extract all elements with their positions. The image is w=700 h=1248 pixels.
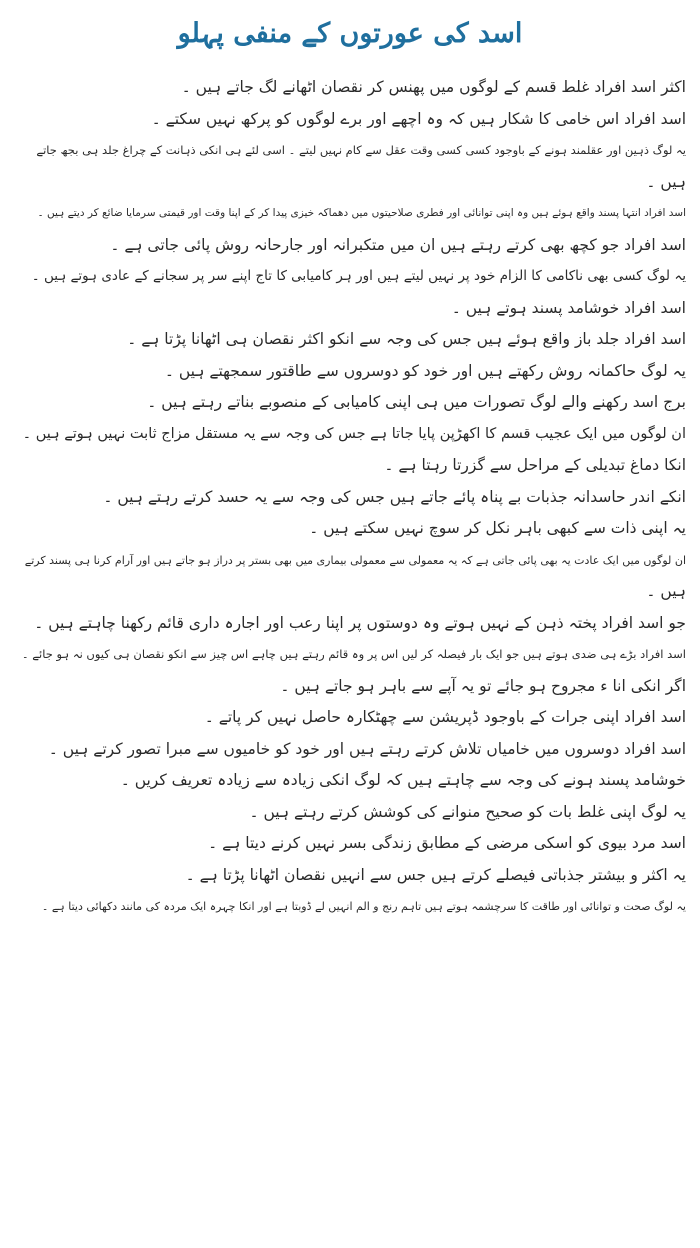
text-line: برج اسد رکھنے والے لوگ تصورات میں ہی اپنی کامیابی کے منصوبے بناتے رہتے ہیں ۔ <box>147 393 686 411</box>
text-line: اسد مرد بیوی کو اسکی مرضی کے مطابق زندگی بسر نہیں کرنے دیتا ہے ۔ <box>208 834 686 852</box>
text-line: اسد افراد دوسروں میں خامیاں تلاش کرتے رہتے ہیں اور خود کو خامیوں سے مبرا تصور کرتے ہیں ۔ <box>48 739 686 758</box>
text-line: انکا دماغ تبدیلی کے مراحل سے گزرتا رہتا ہے ۔ <box>384 456 686 474</box>
text-line: اسد افراد جلد باز واقع ہوئے ہیں جس کی وجہ سے انکو اکثر نقصان ہی اٹھانا پڑتا ہے ۔ <box>127 330 686 348</box>
text-line: اسد افراد بڑے ہی ضدی ہوتے ہیں جو ایک بار فیصلہ کر لیں اس پر وہ قائم رہتے ہیں چاہے اس چیز سے انکو نقصان ہی کیوں نہ ہو جائے ۔ <box>21 647 686 661</box>
text-line: ہیں ۔ <box>646 172 686 191</box>
text-line: یہ اپنی ذات سے کبھی باہر نکل کر سوچ نہیں سکتے ہیں ۔ <box>309 519 686 537</box>
text-line: ان لوگوں میں ایک عجیب قسم کا اکھڑپن پایا جاتا ہے جس کی وجہ سے یہ مستقل مزاج ثابت نہیں ہوتے ہیں ۔ <box>22 425 686 442</box>
text-line: اسد افراد خوشامد پسند ہوتے ہیں ۔ <box>451 298 686 317</box>
text-line: انکے اندر حاسدانہ جذبات بے پناہ پائے جاتے ہیں جس کی وجہ سے یہ حسد کرتے رہتے ہیں ۔ <box>103 487 686 506</box>
text-line: اسد افراد انتہا پسند واقع ہوئے ہیں وہ اپنی توانائی اور فطری صلاحیتوں میں دھماکہ خیزی پیدا کر کے اپنا وقت اور قیمتی سرمایا ضائع کر دیتے ہیں ۔ <box>37 207 686 219</box>
text-line: جو اسد افراد پختہ ذہن کے نہیں ہوتے وہ دوستوں پر اپنا رعب اور اجارہ داری قائم رکھنا چاہتے ہیں ۔ <box>34 613 686 632</box>
text-line: اگر انکی انا ء مجروح ہو جائے تو یہ آپے سے باہر ہو جاتے ہیں ۔ <box>280 676 686 695</box>
text-line: یہ لوگ صحت و توانائی اور طاقت کا سرچشمہ ہوتے ہیں تاہم رنج و الم انہیں لے ڈوبتا ہے اور انکا چہرہ ایک مردہ کی مانند دکھائی دیتا ہے ۔ <box>41 900 686 913</box>
text-line: ہیں ۔ <box>646 582 686 600</box>
text-line: یہ لوگ ذہین اور عقلمند ہونے کے باوجود کسی کسی وقت عقل سے کام نہیں لیتے ۔ اسی لئے ہی انکی ذہانت کے چراغ جلد ہی بجھ جاتے <box>36 143 686 157</box>
text-line: یہ اکثر و بیشتر جذباتی فیصلے کرتے ہیں جس سے انہیں نقصان اٹھانا پڑتا ہے ۔ <box>185 865 686 884</box>
text-line: اسد افراد اپنی جرات کے باوجود ڈپریشن سے چھٹکارہ حاصل نہیں کر پاتے ۔ <box>204 708 686 726</box>
text-line: اسد افراد اس خامی کا شکار ہیں کہ وہ اچھے اور برے لوگوں کو پرکھ نہیں سکتے ۔ <box>151 109 686 128</box>
text-line: اسد افراد جو کچھ بھی کرتے رہتے ہیں ان میں متکبرانہ اور جارحانہ روش پائی جاتی ہے ۔ <box>110 235 686 254</box>
text-line: یہ لوگ کسی بھی ناکامی کا الزام خود پر نہیں لیتے ہیں اور ہر کامیابی کا تاج اپنے سر پر سجانے کے عادی ہوتے ہیں ۔ <box>31 268 686 284</box>
text-line: اکثر اسد افراد غلط قسم کے لوگوں میں پھنس کر نقصان اٹھانے لگ جاتے ہیں ۔ <box>181 78 686 96</box>
text-line: یہ لوگ اپنی غلط بات کو صحیح منوانے کی کوشش کرتے رہتے ہیں ۔ <box>249 802 686 821</box>
article-body <box>14 72 686 923</box>
text-line: یہ لوگ حاکمانہ روش رکھتے ہیں اور خود کو دوسروں سے طاقتور سمجھتے ہیں ۔ <box>164 361 686 380</box>
text-line: ان لوگوں میں ایک عادت یہ بھی پائی جاتی ہے کہ یہ معمولی سے معمولی بیماری میں بھی بستر پر دراز ہو جاتے ہیں اور آرام کرنا ہی پسند کرتے <box>24 553 686 567</box>
text-line: خوشامد پسند ہونے کی وجہ سے چاہتے ہیں کہ لوگ انکی زیادہ سے زیادہ تعریف کریں ۔ <box>120 771 686 789</box>
article-title: اسد کی عورتوں کے منفی پہلو <box>177 18 523 49</box>
